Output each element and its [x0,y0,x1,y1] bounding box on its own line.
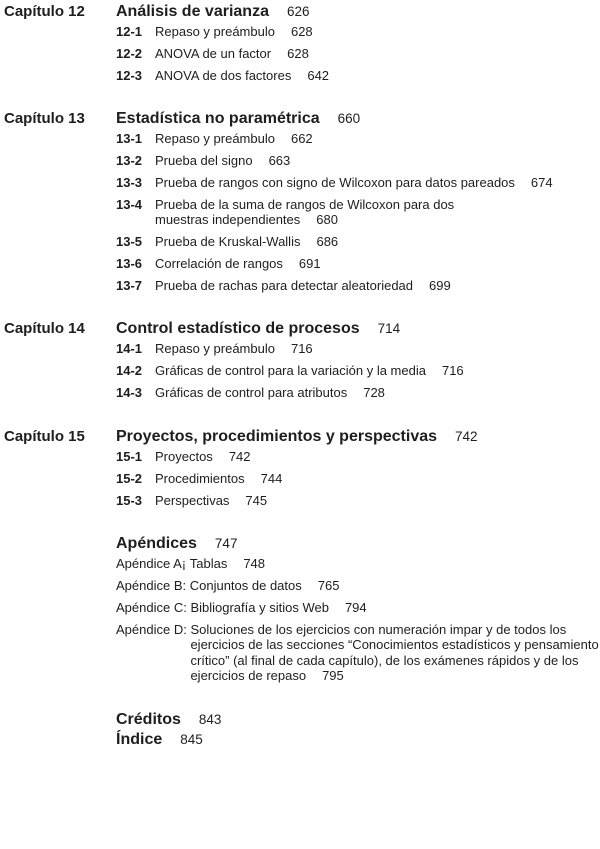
section-entry[interactable] [0,252,600,274]
section-title: Repaso y preámbulo [155,340,275,356]
section-number: 13-1 [116,130,143,146]
section-entry[interactable] [0,230,600,252]
section-entry[interactable] [0,127,600,149]
section-title: ANOVA de dos factores [155,67,292,83]
appendix-page: 765 [317,577,340,593]
section-title: Perspectivas [155,492,230,508]
appendix-entry[interactable] [116,574,600,596]
appendix-title: Bibliografía y sitios Web [190,599,329,615]
section-title: Proyectos [155,448,213,464]
section-number: 12-3 [116,67,143,83]
chapter-title-text: Análisis de varianza [116,3,269,20]
section-page: 691 [298,255,321,271]
section-number: 14-3 [116,384,143,400]
section-title: Procedimientos [155,470,245,486]
appendix-entry[interactable] [116,552,600,574]
chapter-title[interactable] [116,2,310,22]
section-title: Gráficas de control para atributos [155,384,348,400]
chapter-13 [0,109,600,296]
chapter-page: 714 [377,321,401,336]
section-page: 663 [268,152,291,168]
section-number: 12-2 [116,45,143,61]
section-number: 15-1 [116,448,143,464]
appendix-page: 794 [344,599,367,615]
chapter-label: Capítulo 12 [4,3,85,20]
appendix-page: 748 [243,555,266,571]
section-title: Correlación de rangos [155,255,283,271]
chapter-12 [0,2,600,86]
section-entry[interactable] [0,42,600,64]
section-page: 745 [245,492,268,508]
chapter-page: 742 [455,429,478,444]
section-page: 699 [429,277,451,293]
section-entry[interactable] [0,467,600,489]
chapter-title-text: Estadística no paramétrica [116,110,320,127]
section-entry[interactable] [0,20,600,42]
section-entry[interactable] [0,445,600,467]
section-title: Prueba de rachas para detectar aleatoriedad [155,277,414,293]
section-title: Prueba de rangos con signo de Wilcoxon para datos pareados [155,174,515,190]
section-page: 744 [260,470,283,486]
chapter-title[interactable] [116,427,478,447]
credits-title: Créditos [116,711,181,728]
section-page: 628 [287,45,309,61]
appendices-title: Apéndices [116,535,197,552]
section-title: Repaso y preámbulo [155,130,275,146]
section-title: Prueba de Kruskal-Wallis [155,233,301,249]
chapter-label: Capítulo 15 [4,428,85,445]
section-page: 728 [363,384,385,400]
section-number: 13-4 [116,196,143,212]
section-number: 13-2 [116,152,143,168]
appendix-title: Tablas [189,555,228,571]
section-number: 13-6 [116,255,143,271]
section-page: 680 [316,211,338,227]
section-entry[interactable] [0,64,600,86]
appendix-entry[interactable] [116,618,600,687]
section-page: 662 [290,130,313,146]
section-title: Prueba de la suma de rangos de Wilcoxon para dos muestras independientes [155,196,455,227]
chapter-title[interactable] [116,109,360,129]
section-entry[interactable] [0,489,600,511]
section-number: 15-3 [116,492,143,508]
credits-entry[interactable] [116,710,600,730]
section-entry[interactable] [0,149,600,171]
section-number: 14-2 [116,362,143,378]
section-title: Gráficas de control para la variación y la media [155,362,426,378]
appendix-page: 795 [322,668,344,683]
chapter-title-text: Proyectos, procedimientos y perspectivas [116,428,438,445]
appendix-label: Apéndice B: [116,577,187,593]
section-page: 742 [228,448,251,464]
chapter-title-text: Control estadístico de procesos [116,320,360,337]
section-number: 13-7 [116,277,143,293]
appendix-label: Apéndice A¡ [116,555,187,571]
section-number: 13-5 [116,233,143,249]
chapter-page: 626 [286,4,310,19]
chapter-14 [0,319,600,403]
appendix-label: Apéndice C: [116,599,187,615]
index-entry[interactable] [116,730,600,750]
section-number: 12-1 [116,23,143,39]
section-page: 628 [290,23,313,39]
section-page: 716 [441,362,464,378]
section-page: 642 [307,67,330,83]
section-entry[interactable] [0,274,600,296]
index-page: 845 [180,732,203,747]
section-entry[interactable] [0,381,600,403]
section-entry[interactable] [0,171,600,193]
section-title: Prueba del signo [155,152,253,168]
index-title: Índice [116,731,163,748]
section-entry[interactable] [0,359,600,381]
section-page: 716 [290,340,313,356]
section-entry[interactable] [0,337,600,359]
chapter-label: Capítulo 14 [4,320,85,337]
appendix-entry[interactable] [116,596,600,618]
appendix-title: Conjuntos de datos [189,577,302,593]
section-number: 15-2 [116,470,143,486]
section-page: 674 [530,174,553,190]
appendix-title: Soluciones de los ejercicios con numeración impar y de todos los ejercicios de las secciones “Conocimientos estadísticos y pensamiento crítico” (al final de cada capítulo), de los exámenes rápidos y de los ejercicios de repaso [190,621,599,683]
section-title: Repaso y preámbulo [155,23,275,39]
section-entry[interactable] [0,193,600,230]
section-number: 13-3 [116,174,143,190]
section-number: 14-1 [116,340,143,356]
appendices [116,534,600,687]
appendix-label: Apéndice D: [116,621,187,637]
appendices-page: 747 [214,536,238,551]
back-matter [116,710,600,750]
chapter-15 [0,427,600,511]
appendices-heading[interactable] [116,534,600,554]
chapter-page: 660 [337,111,361,126]
section-title: ANOVA de un factor [155,45,272,61]
chapter-title[interactable] [116,319,400,339]
chapter-label: Capítulo 13 [4,110,85,127]
credits-page: 843 [198,712,222,727]
section-page: 686 [316,233,339,249]
